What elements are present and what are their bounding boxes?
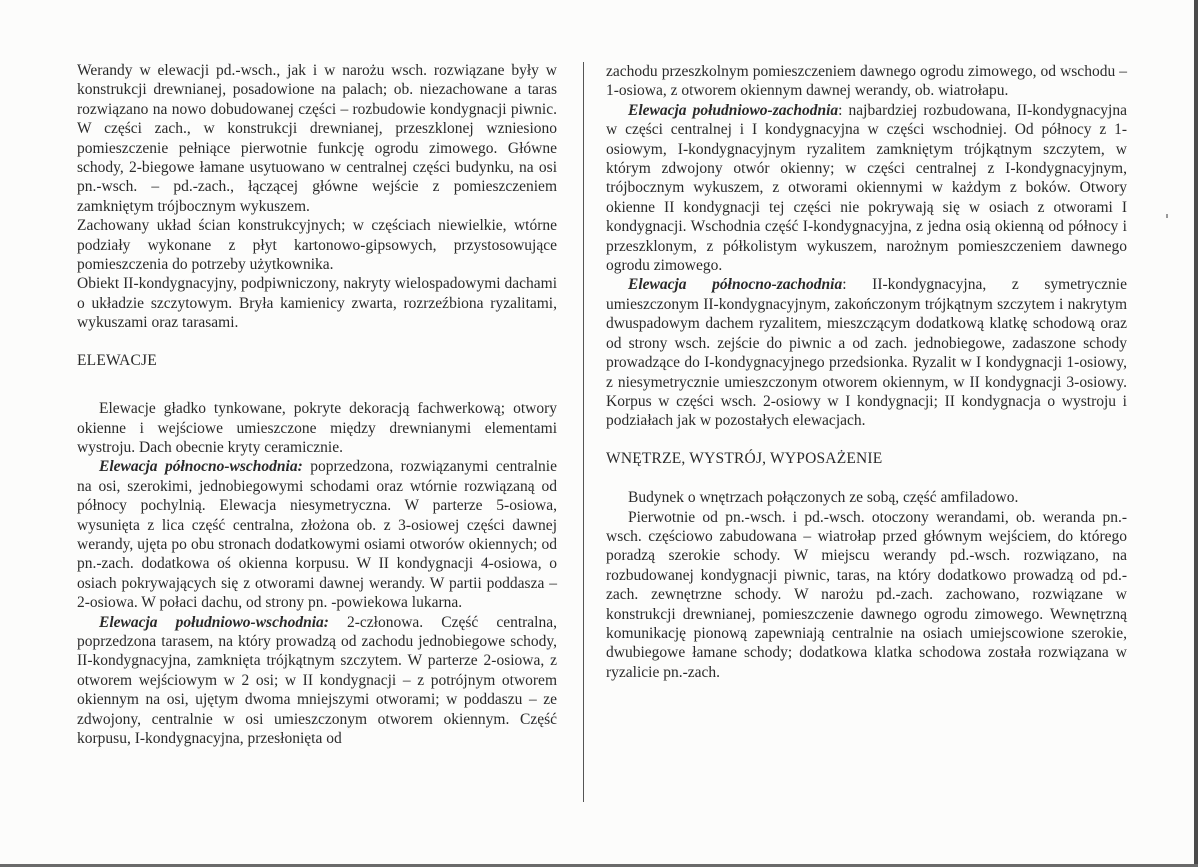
heading-text: WNĘTRZE, WYSTRÓJ, WYPOSAŻENIE [606, 449, 883, 467]
paragraph-text: poprzedzona, rozwiązanymi centralnie na osi, szerokimi, jednobiegowymi schodami oraz wtórnie rozwiązaną od północy pochylnią. Elewacja niesymetryczna. W parterze 5-osiowa, wysunięta z lica część centralna, złożona ob. z 3-osiowej części dawnej werandy, ujęta po obu stronach dodatkowymi osiami otworów okiennych; od pn.-zach. dodatkowa oś okienna korpusu. W II kondygnacji 4-osiowa, o osiach pokrywających się z otworami dawnej werandy. W partii poddasza – 2-osiowa. W połaci dachu, od strony pn. -powiekowa lukarna. [77, 458, 557, 612]
section-heading-elewacje [77, 351, 557, 370]
paragraph-text: zachodu przeszkolnym pomieszczeniem dawnego ogrodu zimowego, od wschodu – 1-osiowa, z otworem okiennym dawnej werandy, ob. wiatrołapu. [606, 63, 1127, 100]
left-column [77, 61, 557, 748]
paragraph [606, 62, 1127, 101]
paragraph-text: Budynek o wnętrzach połączonych ze sobą, część amfiladowo. [628, 489, 1019, 507]
paragraph-text: Elewacje gładko tynkowane, pokryte dekoracją fachwerkową; otwory okienne i wejściowe umieszczone między drewnianymi elementami wystroju. Dach obecnie kryty ceramicznie. [77, 400, 557, 456]
paragraph-text: Obiekt II-kondygnacyjny, podpiwniczony, nakryty wielospadowymi dachami o układzie szczytowym. Bryła kamienicy zwarta, rozrzeźbiona ryzalitami, wykuszami oraz tarasami. [77, 275, 557, 332]
scan-speck [1166, 214, 1168, 218]
paragraph [606, 101, 1127, 276]
heading-text: ELEWACJE [77, 351, 157, 369]
paragraph [77, 216, 557, 274]
section-heading-wnetrze [606, 449, 1127, 468]
column-divider [583, 62, 584, 802]
subsection-label: Elewacja północno-zachodnia [628, 276, 843, 294]
paragraph-text: Werandy w elewacji pd.-wsch., jak i w narożu wsch. rozwiązane były w konstrukcji drewnianej, posadowione na palach; ob. niezachowane a taras rozwiązano na nowo dobudowanej części – rozbudowie kondygnacji piwnic. W części zach., w konstrukcji drewnianej, przeszklonej wzniesiono pomieszczenie pełniące pierwotnie funkcję ogrodu zimowego. Główne schody, 2-biegowe łamane usytuowano w centralnej części budynku, na osi pn.-wsch. – pd.-zach., łączącej główne wejście z pomieszczeniem zamkniętym trójbocznym wykuszem. [77, 62, 557, 215]
subsection-label: Elewacja południowo-zachodnia [628, 101, 839, 119]
subsection-label: Elewacja południowo-wschodnia: [99, 613, 329, 631]
right-column [606, 62, 1127, 682]
paragraph [77, 61, 557, 216]
paragraph [77, 613, 557, 749]
paragraph [77, 457, 557, 612]
paragraph [606, 488, 1127, 507]
paragraph-text: 2-członowa. Część centralna, poprzedzona tarasem, na który prowadzą od zachodu jednobiegowe schody, II-kondygnacyjna, zamknięta trójkątnym szczytem. W parterze 2-osiowa, z otworem wejściowym w 2 osi; w II kondygnacji – z potrójnym otworem okiennym na osi, ujętym dwoma mniejszymi otworami; w poddaszu – ze zdwojony, centralnie w osi umieszczonym otworem okiennym. Część korpusu, I-kondygnacyjna, przesłonięta od [77, 613, 557, 747]
paragraph [606, 275, 1127, 430]
paragraph [606, 508, 1127, 683]
paragraph-text: : II-kondygnacyjna, z symetrycznie umieszczonym II-kondygnacyjnym, zakończonym trójkątnym szczytem i nakrytym dwuspadowym dachem ryzalitem, mieszczącym dodatkową klatkę schodową oraz od strony wsch. zejście do piwnic a od zach. jednobiegowe, zadaszone schody prowadzące do I-kondygnacyjnego przedsionka. Ryzalit w I kondygnacji 1-osiowy, z niesymetrycznie umieszczonym otworem okiennym, w II kondygnacji 3-osiowy. Korpus w części wsch. 2-osiowy w I kondygnacji; II kondygnacja o wystroju i podziałach jak w pozostałych elewacjach. [606, 276, 1127, 430]
paragraph [77, 399, 557, 457]
paragraph-text: Pierwotnie od pn.-wsch. i pd.-wsch. otoczony werandami, ob. weranda pn.-wsch. częściowo zabudowana – wiatrołap przed głównym wejściem, do którego poradzą szerokie schody. W miejscu werandy pd.-wsch. rozwiązano, na rozbudowanej kondygnacji piwnic, taras, na który dodatkowo prowadzą od pd.-zach. zewnętrzne schody. W narożu pd.-zach. zachowano, rozwiązane w konstrukcji drewnianej, pomieszczenie dawnego ogrodu zimowego. Wewnętrzną komunikację pionową zapewniają centralnie na osiach umiejscowione szerokie, dwubiegowe łamane schody; dodatkowa klatka schodowa została rozwiązana w ryzalicie pn.-zach. [606, 508, 1127, 681]
scan-edge-right [1194, 0, 1198, 867]
paragraph-text: : najbardziej rozbudowana, II-kondygnacyjna w części centralnej i I kondygnacyjna w części wschodniej. Od północy z 1-osiowym, I-kondygnacyjnym ryzalitem zamkniętym trójkątnym szczytem, w którym zdwojony otwór okienny; w części centralnej z I-kondygnacyjnym, trójbocznym wykuszem, z otworami okiennymi w każdym z boków. Otwory okienne II kondygnacji tej części nie pokrywają się w osiach z otworami I kondygnacji. Wschodnia część I-kondygnacyjna, z jedna osią okienną od północy i przeszklonym, z półkolistym wykuszem, narożnym pomieszczeniem dawnego ogrodu zimowego. [606, 101, 1127, 275]
paragraph [77, 274, 557, 332]
paragraph-text: Zachowany układ ścian konstrukcyjnych; w częściach niewielkie, wtórne podziały wykonane z płyt kartonowo-gipsowych, przystosowujące pomieszczenia do potrzeby użytkownika. [77, 217, 557, 274]
subsection-label: Elewacja północno-wschodnia: [99, 458, 303, 476]
